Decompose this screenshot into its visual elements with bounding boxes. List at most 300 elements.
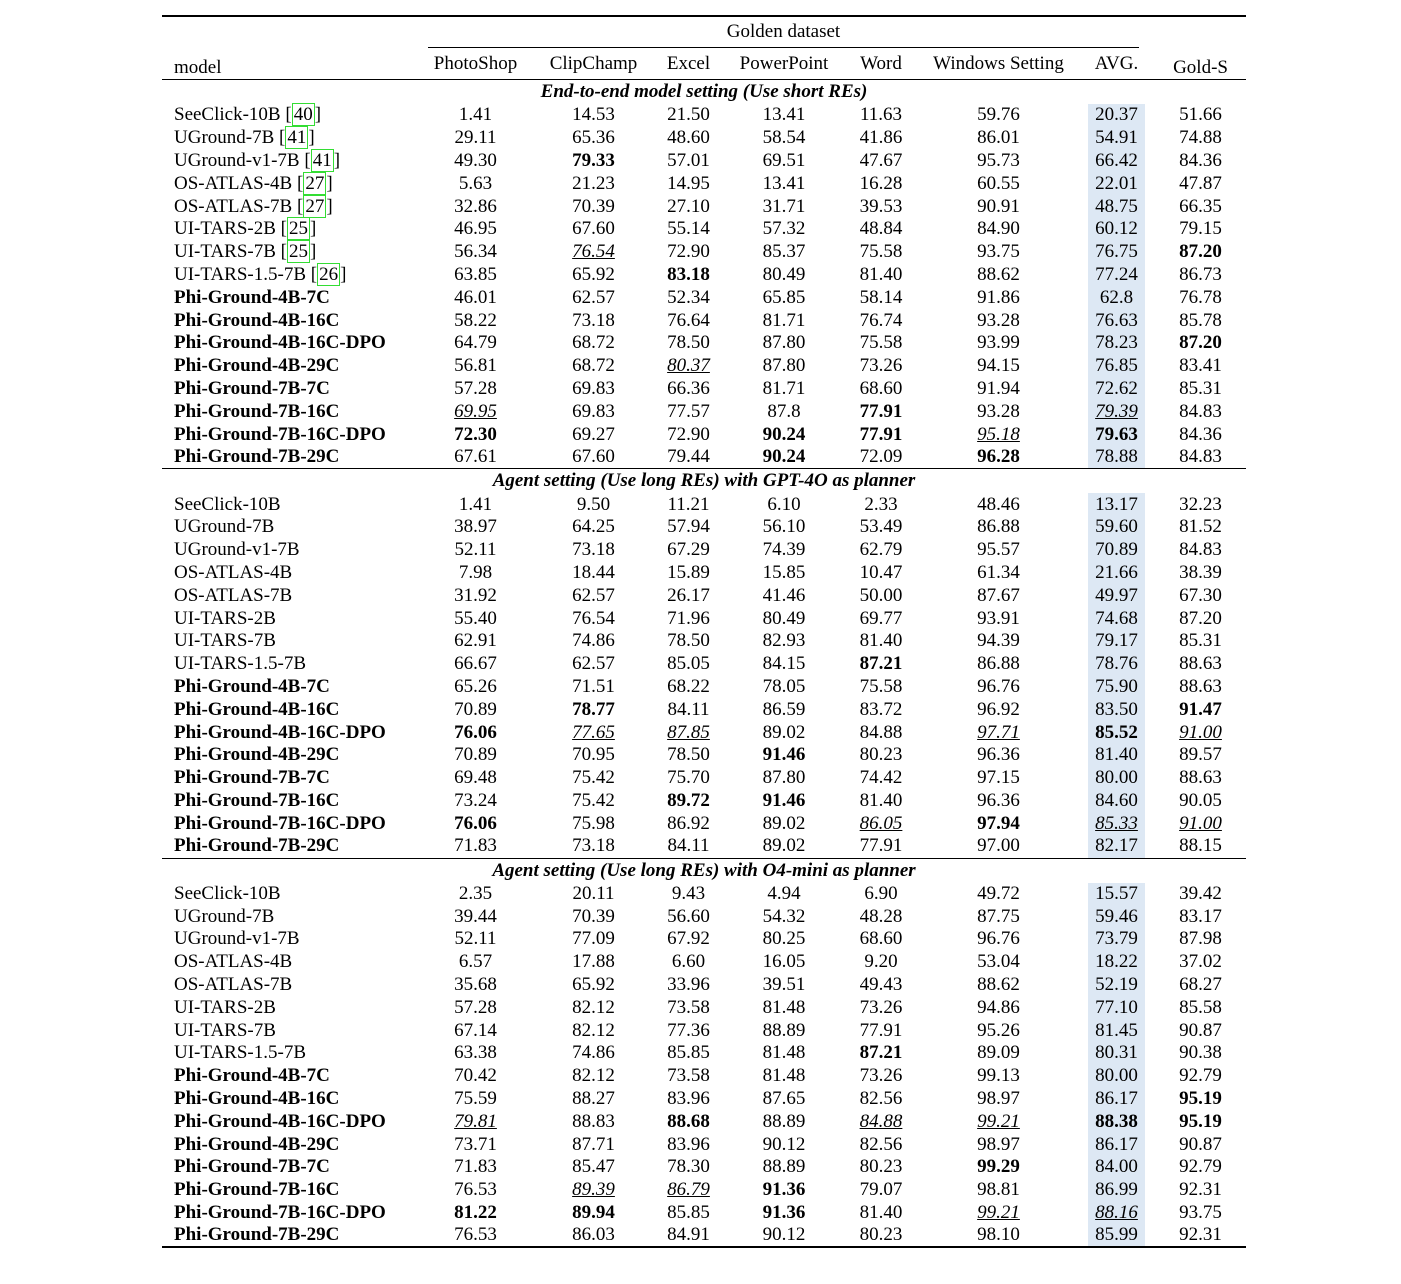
cell-value: 76.63 bbox=[1095, 309, 1138, 331]
cell-value: 86.79 bbox=[667, 1179, 710, 1201]
avg-cell bbox=[1078, 286, 1155, 309]
avg-cell bbox=[1078, 996, 1155, 1019]
value-cell bbox=[725, 630, 843, 653]
model-name: Phi-Ground-4B-16C-DPO bbox=[174, 1110, 386, 1132]
cell-value: 35.68 bbox=[454, 974, 497, 996]
model-name-cell bbox=[162, 1156, 416, 1179]
citation-link[interactable]: 25 bbox=[289, 241, 308, 263]
value-cell bbox=[652, 1065, 725, 1088]
value-cell bbox=[919, 905, 1078, 928]
value-cell bbox=[652, 607, 725, 630]
gold-s-cell bbox=[1155, 951, 1246, 974]
cell-value: 87.98 bbox=[1179, 928, 1222, 950]
cell-value: 95.19 bbox=[1179, 1110, 1222, 1132]
value-cell bbox=[919, 883, 1078, 906]
cell-value: 62.79 bbox=[859, 539, 903, 561]
model-name-cell: UI-TARS-7B [ 25 ] bbox=[174, 241, 317, 263]
cell-value: 97.94 bbox=[977, 812, 1020, 834]
cell-value: 65.92 bbox=[572, 974, 615, 996]
cell-value: 73.58 bbox=[667, 996, 710, 1018]
value-cell bbox=[416, 104, 535, 127]
value-cell bbox=[843, 539, 919, 562]
cell-value: 69.48 bbox=[454, 767, 497, 789]
cell-value: 98.97 bbox=[977, 1088, 1020, 1110]
cell-value: 50.00 bbox=[859, 584, 903, 606]
citation-link[interactable]: 41 bbox=[312, 149, 332, 171]
cell-value: 73.26 bbox=[859, 1065, 903, 1087]
value-cell bbox=[725, 1065, 843, 1088]
value-cell bbox=[652, 562, 725, 585]
cell-value: 62.91 bbox=[454, 630, 497, 652]
cell-value: 73.58 bbox=[667, 1065, 710, 1087]
model-name: OS-ATLAS-7B bbox=[174, 974, 293, 996]
cell-value: 79.39 bbox=[1095, 400, 1138, 422]
table-row bbox=[162, 446, 1246, 469]
avg-cell bbox=[1078, 150, 1155, 173]
cell-value: 49.30 bbox=[454, 149, 497, 171]
golden-dataset-label: Golden dataset bbox=[428, 21, 1139, 48]
cell-value: 76.06 bbox=[454, 812, 497, 834]
gold-s-cell bbox=[1155, 744, 1246, 767]
value-cell bbox=[535, 1088, 652, 1111]
cell-value: 74.68 bbox=[1095, 607, 1138, 629]
value-cell bbox=[416, 974, 535, 997]
gold-s-cell bbox=[1155, 1019, 1246, 1042]
cell-value: 62.8 bbox=[1099, 286, 1134, 308]
cell-value: 75.58 bbox=[859, 676, 903, 698]
cell-value: 2.35 bbox=[458, 882, 493, 904]
model-name: UGround-7B bbox=[174, 905, 275, 927]
cell-value: 39.44 bbox=[454, 905, 497, 927]
cell-value: 80.37 bbox=[667, 355, 710, 377]
cell-value: 76.74 bbox=[859, 309, 903, 331]
value-cell bbox=[416, 378, 535, 401]
cell-value: 90.87 bbox=[1179, 1019, 1222, 1041]
value-cell bbox=[416, 928, 535, 951]
cell-value: 66.67 bbox=[454, 653, 497, 675]
cell-value: 48.28 bbox=[859, 905, 903, 927]
model-name-cell bbox=[162, 332, 416, 355]
cell-value: 79.44 bbox=[667, 446, 710, 468]
value-cell bbox=[725, 883, 843, 906]
model-name: Phi-Ground-7B-16C bbox=[174, 1179, 340, 1201]
value-cell bbox=[652, 127, 725, 150]
cell-value: 61.34 bbox=[977, 562, 1020, 584]
cell-value: 89.02 bbox=[762, 721, 806, 743]
cell-value: 82.56 bbox=[859, 1088, 903, 1110]
value-cell bbox=[843, 218, 919, 241]
cell-value: 93.91 bbox=[977, 607, 1020, 629]
value-cell bbox=[652, 1019, 725, 1042]
citation-link[interactable]: 25 bbox=[289, 218, 308, 240]
cell-value: 88.83 bbox=[572, 1110, 615, 1132]
table-row bbox=[162, 607, 1246, 630]
gold-s-cell bbox=[1155, 1179, 1246, 1202]
value-cell bbox=[725, 974, 843, 997]
cell-value: 56.10 bbox=[762, 516, 806, 538]
value-cell bbox=[725, 1202, 843, 1225]
value-cell bbox=[535, 493, 652, 516]
cell-value: 56.34 bbox=[454, 241, 497, 263]
value-cell bbox=[919, 355, 1078, 378]
value-cell bbox=[416, 630, 535, 653]
cell-value: 97.00 bbox=[977, 835, 1020, 857]
value-cell bbox=[535, 698, 652, 721]
cell-value: 77.10 bbox=[1095, 996, 1138, 1018]
gold-s-cell bbox=[1155, 653, 1246, 676]
cell-value: 18.22 bbox=[1095, 951, 1138, 973]
value-cell bbox=[416, 127, 535, 150]
value-cell bbox=[725, 562, 843, 585]
cell-value: 7.98 bbox=[458, 562, 493, 584]
cell-value: 73.18 bbox=[572, 835, 615, 857]
value-cell bbox=[535, 584, 652, 607]
cell-value: 15.85 bbox=[762, 562, 806, 584]
value-cell bbox=[416, 172, 535, 195]
table-row bbox=[162, 400, 1246, 423]
cell-value: 76.64 bbox=[667, 309, 710, 331]
avg-cell bbox=[1078, 630, 1155, 653]
cell-value: 70.89 bbox=[454, 698, 497, 720]
cell-value: 81.48 bbox=[762, 1065, 806, 1087]
model-name: Phi-Ground-7B-7C bbox=[174, 1156, 330, 1178]
cell-value: 84.36 bbox=[1179, 423, 1222, 445]
avg-cell bbox=[1078, 104, 1155, 127]
col-header-excel: Excel bbox=[652, 48, 725, 80]
citation-link[interactable]: 40 bbox=[293, 104, 313, 126]
cell-value: 56.60 bbox=[667, 905, 710, 927]
value-cell bbox=[725, 309, 843, 332]
col-header-word: Word bbox=[843, 48, 919, 80]
cell-value: 53.49 bbox=[859, 516, 903, 538]
value-cell bbox=[843, 309, 919, 332]
value-cell bbox=[725, 1133, 843, 1156]
model-name: Phi-Ground-4B-16C-DPO bbox=[174, 332, 386, 354]
gold-s-cell bbox=[1155, 423, 1246, 446]
cell-value: 78.50 bbox=[667, 332, 710, 354]
avg-cell bbox=[1078, 883, 1155, 906]
gold-s-cell bbox=[1155, 332, 1246, 355]
cell-value: 87.80 bbox=[762, 332, 806, 354]
value-cell bbox=[843, 767, 919, 790]
model-name-cell bbox=[162, 951, 416, 974]
value-cell bbox=[919, 562, 1078, 585]
value-cell bbox=[535, 309, 652, 332]
model-name: SeeClick-10B bbox=[174, 493, 281, 515]
cell-value: 16.05 bbox=[762, 951, 806, 973]
col-header-powerpoint: PowerPoint bbox=[725, 48, 843, 80]
model-name: Phi-Ground-7B-7C bbox=[174, 377, 330, 399]
cell-value: 79.15 bbox=[1179, 218, 1222, 240]
cell-value: 66.35 bbox=[1179, 195, 1222, 217]
value-cell bbox=[919, 127, 1078, 150]
cell-value: 72.62 bbox=[1095, 377, 1138, 399]
value-cell bbox=[416, 835, 535, 858]
cell-value: 88.63 bbox=[1179, 653, 1222, 675]
table-row bbox=[162, 241, 1246, 264]
cell-value: 82.12 bbox=[572, 996, 615, 1018]
cell-value: 47.67 bbox=[859, 149, 903, 171]
table-row bbox=[162, 883, 1246, 906]
value-cell bbox=[535, 446, 652, 469]
value-cell bbox=[843, 607, 919, 630]
cell-value: 90.24 bbox=[762, 446, 806, 468]
cell-value: 83.72 bbox=[859, 698, 903, 720]
value-cell bbox=[652, 1179, 725, 1202]
cell-value: 84.36 bbox=[1179, 149, 1222, 171]
avg-cell bbox=[1078, 332, 1155, 355]
cell-value: 68.22 bbox=[667, 676, 710, 698]
cell-value: 70.42 bbox=[454, 1065, 497, 1087]
cell-value: 71.51 bbox=[572, 676, 615, 698]
value-cell bbox=[535, 241, 652, 264]
value-cell bbox=[725, 150, 843, 173]
gold-s-cell bbox=[1155, 516, 1246, 539]
value-cell bbox=[535, 790, 652, 813]
value-cell bbox=[416, 1179, 535, 1202]
gold-s-cell bbox=[1155, 584, 1246, 607]
model-name-cell: SeeClick-10B [ 40 ] bbox=[174, 104, 322, 126]
model-name: UGround-v1-7B bbox=[174, 149, 300, 171]
cell-value: 26.17 bbox=[667, 584, 710, 606]
avg-cell bbox=[1078, 653, 1155, 676]
value-cell bbox=[652, 150, 725, 173]
value-cell bbox=[919, 721, 1078, 744]
cell-value: 75.42 bbox=[572, 790, 615, 811]
value-cell bbox=[652, 1110, 725, 1133]
cell-value: 51.66 bbox=[1179, 104, 1222, 126]
table-header bbox=[162, 16, 1246, 80]
value-cell bbox=[416, 1156, 535, 1179]
cell-value: 87.80 bbox=[762, 355, 806, 377]
value-cell bbox=[416, 698, 535, 721]
model-name-cell bbox=[162, 423, 416, 446]
section-header bbox=[162, 858, 1246, 883]
cell-value: 77.09 bbox=[572, 928, 615, 950]
value-cell bbox=[843, 1156, 919, 1179]
gold-s-cell bbox=[1155, 630, 1246, 653]
cell-value: 48.60 bbox=[667, 127, 710, 149]
cell-value: 58.14 bbox=[859, 286, 903, 308]
cell-value: 88.68 bbox=[667, 1110, 710, 1132]
value-cell bbox=[416, 241, 535, 264]
cell-value: 85.33 bbox=[1095, 812, 1138, 834]
cell-value: 77.65 bbox=[572, 721, 615, 743]
cell-value: 76.75 bbox=[1095, 241, 1138, 263]
cell-value: 39.42 bbox=[1179, 882, 1222, 904]
value-cell bbox=[535, 835, 652, 858]
table-row bbox=[162, 286, 1246, 309]
value-cell bbox=[725, 195, 843, 218]
model-name: UGround-v1-7B bbox=[174, 539, 300, 561]
avg-cell bbox=[1078, 539, 1155, 562]
avg-cell bbox=[1078, 1088, 1155, 1111]
value-cell bbox=[843, 653, 919, 676]
value-cell bbox=[919, 584, 1078, 607]
model-name-cell bbox=[162, 539, 416, 562]
value-cell bbox=[535, 218, 652, 241]
value-cell bbox=[725, 767, 843, 790]
value-cell bbox=[725, 172, 843, 195]
value-cell bbox=[843, 423, 919, 446]
value-cell bbox=[416, 1088, 535, 1111]
value-cell bbox=[535, 1202, 652, 1225]
value-cell bbox=[416, 584, 535, 607]
cell-value: 84.83 bbox=[1179, 400, 1222, 422]
avg-cell bbox=[1078, 584, 1155, 607]
gold-s-cell bbox=[1155, 104, 1246, 127]
citation-link[interactable]: 27 bbox=[305, 195, 325, 217]
cell-value: 88.63 bbox=[1179, 676, 1222, 698]
cell-value: 63.38 bbox=[454, 1042, 497, 1064]
cell-value: 31.71 bbox=[762, 195, 806, 217]
citation-link[interactable]: 26 bbox=[319, 263, 339, 285]
cell-value: 91.00 bbox=[1179, 721, 1222, 743]
cell-value: 74.42 bbox=[859, 767, 903, 789]
gold-s-cell bbox=[1155, 241, 1246, 264]
cell-value: 18.44 bbox=[572, 562, 615, 584]
cell-value: 93.28 bbox=[977, 309, 1020, 331]
value-cell bbox=[535, 400, 652, 423]
citation-link[interactable]: 41 bbox=[287, 127, 307, 149]
table-row bbox=[162, 355, 1246, 378]
cell-value: 98.10 bbox=[977, 1224, 1020, 1246]
cell-value: 82.12 bbox=[572, 1065, 615, 1087]
value-cell bbox=[535, 607, 652, 630]
cell-value: 33.96 bbox=[667, 974, 710, 996]
cell-value: 75.42 bbox=[572, 767, 615, 789]
cell-value: 95.18 bbox=[977, 423, 1020, 445]
cell-value: 81.52 bbox=[1179, 516, 1222, 538]
cell-value: 81.48 bbox=[762, 996, 806, 1018]
gold-s-cell bbox=[1155, 607, 1246, 630]
model-name: UI-TARS-7B bbox=[174, 1019, 276, 1041]
model-name: Phi-Ground-7B-29C bbox=[174, 446, 340, 468]
cell-value: 13.41 bbox=[762, 104, 806, 126]
cell-value: 71.83 bbox=[454, 835, 497, 857]
cell-value: 87.65 bbox=[762, 1088, 806, 1110]
value-cell bbox=[919, 332, 1078, 355]
value-cell bbox=[919, 607, 1078, 630]
cell-value: 80.49 bbox=[762, 263, 806, 285]
cell-value: 75.90 bbox=[1095, 676, 1138, 698]
value-cell bbox=[919, 676, 1078, 699]
avg-cell bbox=[1078, 172, 1155, 195]
value-cell bbox=[416, 332, 535, 355]
cell-value: 74.86 bbox=[572, 1042, 615, 1064]
model-name: Phi-Ground-4B-29C bbox=[174, 744, 340, 766]
gold-s-cell bbox=[1155, 1110, 1246, 1133]
model-name-cell bbox=[162, 883, 416, 906]
model-name-cell bbox=[162, 355, 416, 378]
cell-value: 90.87 bbox=[1179, 1133, 1222, 1155]
gold-s-cell bbox=[1155, 195, 1246, 218]
gold-s-cell bbox=[1155, 562, 1246, 585]
cell-value: 76.54 bbox=[572, 241, 615, 263]
avg-cell bbox=[1078, 812, 1155, 835]
table-row bbox=[162, 539, 1246, 562]
cell-value: 80.23 bbox=[859, 1224, 903, 1246]
cell-value: 57.94 bbox=[667, 516, 710, 538]
cell-value: 57.32 bbox=[762, 218, 806, 240]
model-name: OS-ATLAS-4B bbox=[174, 562, 293, 584]
gold-s-cell bbox=[1155, 264, 1246, 287]
avg-cell bbox=[1078, 1156, 1155, 1179]
table-row bbox=[162, 1110, 1246, 1133]
cell-value: 77.91 bbox=[859, 1019, 903, 1041]
cell-value: 91.00 bbox=[1179, 812, 1222, 834]
value-cell bbox=[535, 150, 652, 173]
cell-value: 85.37 bbox=[762, 241, 806, 263]
value-cell bbox=[652, 355, 725, 378]
model-name-cell: UGround-7B [ 41 ] bbox=[174, 127, 315, 149]
cell-value: 90.38 bbox=[1179, 1042, 1222, 1064]
cell-value: 60.55 bbox=[977, 172, 1020, 194]
value-cell bbox=[843, 928, 919, 951]
cell-value: 86.03 bbox=[572, 1224, 615, 1246]
col-header-clipchamp: ClipChamp bbox=[535, 48, 652, 80]
cell-value: 21.66 bbox=[1095, 562, 1138, 584]
model-name-cell bbox=[162, 1224, 416, 1247]
value-cell bbox=[919, 744, 1078, 767]
value-cell bbox=[919, 1065, 1078, 1088]
table-row bbox=[162, 996, 1246, 1019]
value-cell bbox=[535, 1042, 652, 1065]
gold-s-cell bbox=[1155, 355, 1246, 378]
value-cell bbox=[843, 974, 919, 997]
gold-s-cell bbox=[1155, 1202, 1246, 1225]
value-cell bbox=[725, 607, 843, 630]
cell-value: 39.51 bbox=[762, 974, 806, 996]
gold-s-cell bbox=[1155, 996, 1246, 1019]
value-cell bbox=[652, 974, 725, 997]
cell-value: 78.77 bbox=[572, 698, 615, 720]
cell-value: 75.59 bbox=[454, 1088, 497, 1110]
cell-value: 73.71 bbox=[454, 1133, 497, 1155]
value-cell bbox=[416, 1042, 535, 1065]
value-cell bbox=[652, 493, 725, 516]
cell-value: 80.49 bbox=[762, 607, 806, 629]
cell-value: 85.47 bbox=[572, 1156, 615, 1178]
value-cell bbox=[535, 996, 652, 1019]
table-row bbox=[162, 150, 1246, 173]
value-cell bbox=[919, 446, 1078, 469]
cell-value: 66.36 bbox=[667, 377, 710, 399]
section-title: Agent setting (Use long REs) with GPT-4O as planner bbox=[492, 470, 916, 492]
avg-cell bbox=[1078, 195, 1155, 218]
cell-value: 69.95 bbox=[454, 400, 497, 422]
value-cell bbox=[725, 493, 843, 516]
model-name-cell bbox=[162, 493, 416, 516]
cell-value: 67.92 bbox=[667, 928, 710, 950]
value-cell bbox=[843, 1042, 919, 1065]
value-cell bbox=[725, 676, 843, 699]
value-cell bbox=[416, 1224, 535, 1247]
cell-value: 70.89 bbox=[1095, 539, 1138, 561]
value-cell bbox=[919, 1110, 1078, 1133]
cell-value: 91.94 bbox=[977, 377, 1020, 399]
value-cell bbox=[843, 883, 919, 906]
cell-value: 49.97 bbox=[1095, 584, 1138, 606]
value-cell bbox=[652, 1133, 725, 1156]
cell-value: 49.43 bbox=[859, 974, 903, 996]
cell-value: 20.11 bbox=[572, 882, 615, 904]
cell-value: 80.23 bbox=[859, 1156, 903, 1178]
cell-value: 86.01 bbox=[977, 127, 1020, 149]
avg-cell bbox=[1078, 767, 1155, 790]
avg-cell bbox=[1078, 835, 1155, 858]
citation-link[interactable]: 27 bbox=[305, 172, 325, 194]
